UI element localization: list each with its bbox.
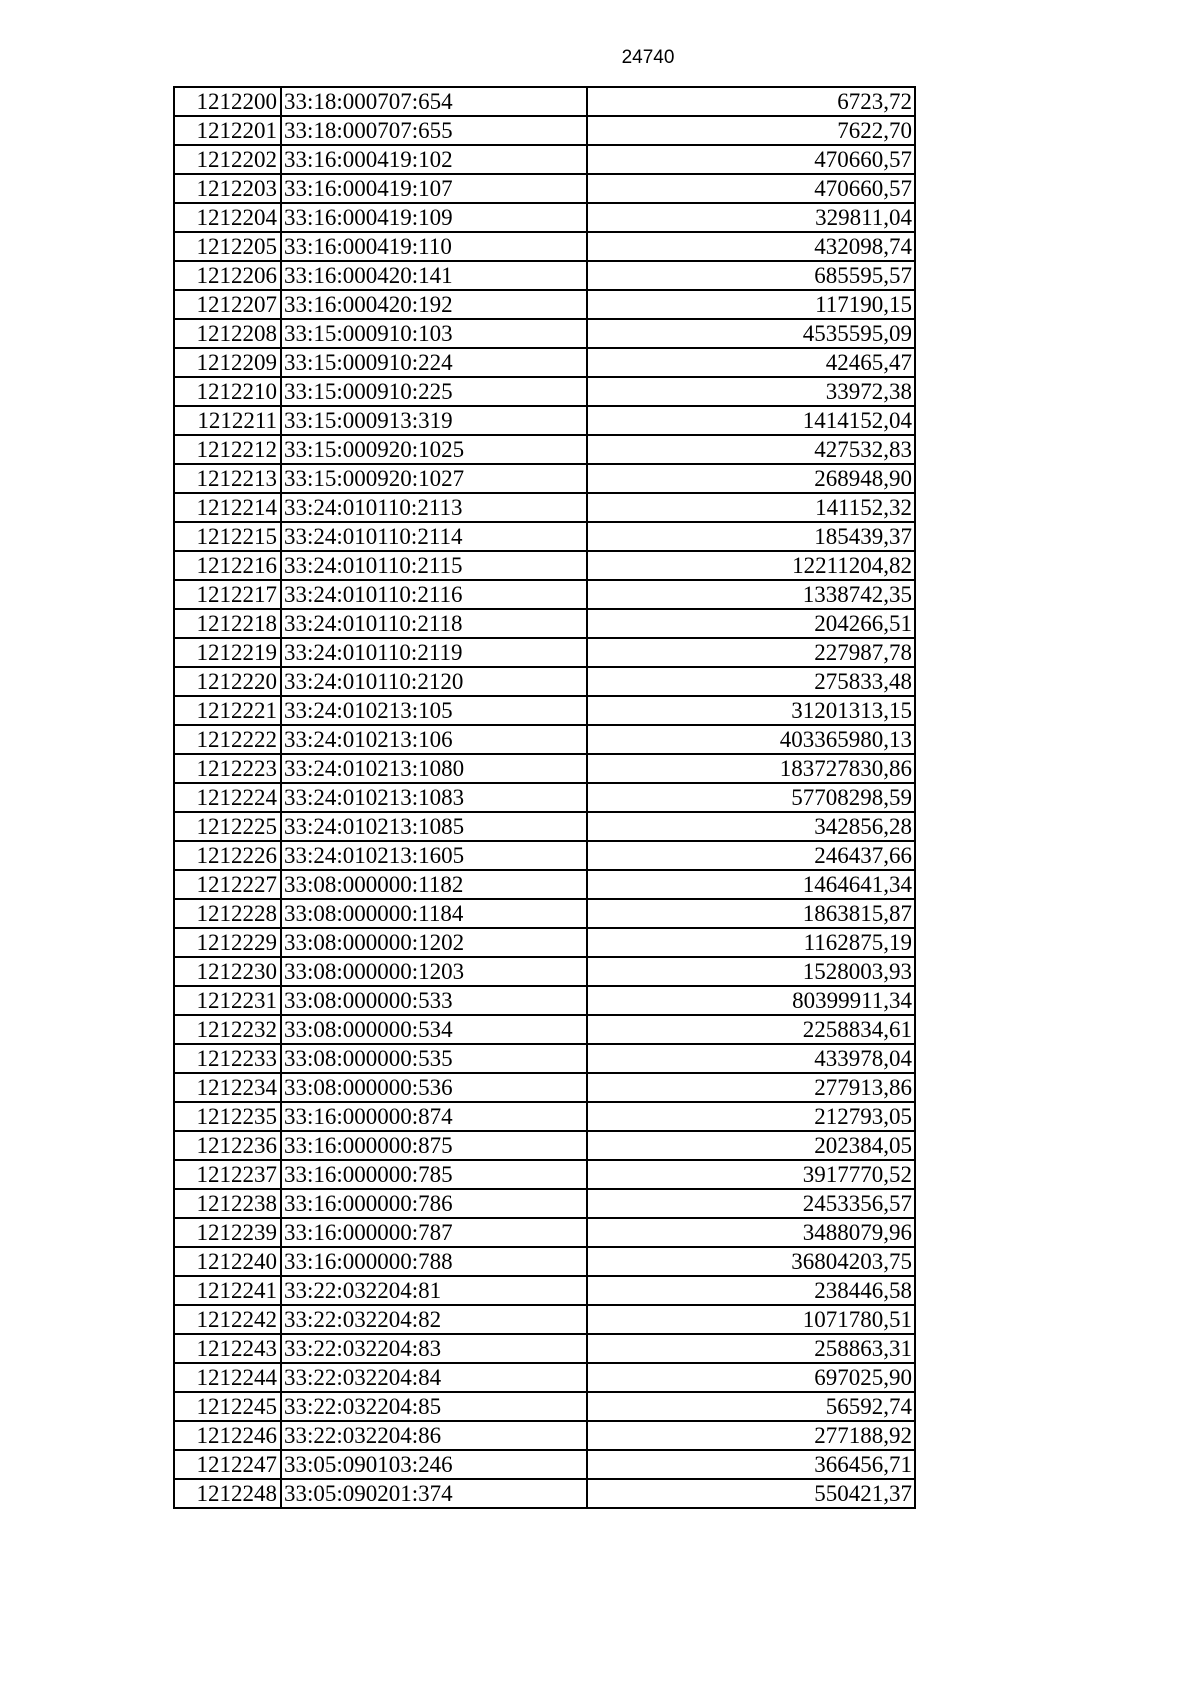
row-id-cell: 1212233 [174, 1044, 281, 1073]
page-number: 24740 [621, 47, 675, 68]
row-id-cell: 1212204 [174, 203, 281, 232]
cadastral-number-cell: 33:22:032204:84 [281, 1363, 587, 1392]
row-id-cell: 1212222 [174, 725, 281, 754]
cadastral-number-cell: 33:16:000419:109 [281, 203, 587, 232]
table-row [174, 1334, 915, 1363]
value-cell: 185439,37 [587, 522, 915, 551]
row-id-cell: 1212215 [174, 522, 281, 551]
value-cell: 1162875,19 [587, 928, 915, 957]
row-id-cell: 1212232 [174, 1015, 281, 1044]
registry-table [173, 86, 916, 1509]
cadastral-number-cell: 33:16:000420:141 [281, 261, 587, 290]
table-row [174, 1102, 915, 1131]
cadastral-number-cell: 33:08:000000:533 [281, 986, 587, 1015]
row-id-cell: 1212243 [174, 1334, 281, 1363]
cadastral-number-cell: 33:18:000707:654 [281, 87, 587, 116]
value-cell: 2453356,57 [587, 1189, 915, 1218]
cadastral-number-cell: 33:22:032204:86 [281, 1421, 587, 1450]
value-cell: 227987,78 [587, 638, 915, 667]
table-row [174, 1131, 915, 1160]
row-id-cell: 1212228 [174, 899, 281, 928]
cadastral-number-cell: 33:16:000420:192 [281, 290, 587, 319]
table-row [174, 928, 915, 957]
cadastral-number-cell: 33:24:010110:2119 [281, 638, 587, 667]
row-id-cell: 1212208 [174, 319, 281, 348]
cadastral-number-cell: 33:24:010213:105 [281, 696, 587, 725]
table-row [174, 609, 915, 638]
cadastral-number-cell: 33:08:000000:534 [281, 1015, 587, 1044]
table-row [174, 1276, 915, 1305]
value-cell: 1338742,35 [587, 580, 915, 609]
row-id-cell: 1212218 [174, 609, 281, 638]
table-row [174, 1189, 915, 1218]
table-row [174, 580, 915, 609]
table-row [174, 841, 915, 870]
cadastral-number-cell: 33:24:010213:1085 [281, 812, 587, 841]
cadastral-number-cell: 33:16:000419:110 [281, 232, 587, 261]
cadastral-number-cell: 33:08:000000:1202 [281, 928, 587, 957]
cadastral-number-cell: 33:15:000910:103 [281, 319, 587, 348]
value-cell: 238446,58 [587, 1276, 915, 1305]
table-row [174, 174, 915, 203]
value-cell: 246437,66 [587, 841, 915, 870]
cadastral-number-cell: 33:24:010213:1083 [281, 783, 587, 812]
table-row [174, 725, 915, 754]
row-id-cell: 1212206 [174, 261, 281, 290]
table-row [174, 435, 915, 464]
table-row [174, 493, 915, 522]
table-row [174, 261, 915, 290]
table-row [174, 812, 915, 841]
row-id-cell: 1212224 [174, 783, 281, 812]
table-row [174, 957, 915, 986]
row-id-cell: 1212205 [174, 232, 281, 261]
table-row [174, 1073, 915, 1102]
cadastral-number-cell: 33:05:090201:374 [281, 1479, 587, 1508]
value-cell: 1071780,51 [587, 1305, 915, 1334]
cadastral-number-cell: 33:16:000000:874 [281, 1102, 587, 1131]
cadastral-number-cell: 33:16:000000:875 [281, 1131, 587, 1160]
value-cell: 212793,05 [587, 1102, 915, 1131]
cadastral-number-cell: 33:24:010213:1080 [281, 754, 587, 783]
table-row [174, 522, 915, 551]
table-row [174, 203, 915, 232]
value-cell: 470660,57 [587, 174, 915, 203]
value-cell: 2258834,61 [587, 1015, 915, 1044]
table-row [174, 348, 915, 377]
value-cell: 202384,05 [587, 1131, 915, 1160]
table-row [174, 1160, 915, 1189]
row-id-cell: 1212221 [174, 696, 281, 725]
value-cell: 470660,57 [587, 145, 915, 174]
value-cell: 329811,04 [587, 203, 915, 232]
row-id-cell: 1212235 [174, 1102, 281, 1131]
cadastral-number-cell: 33:24:010110:2115 [281, 551, 587, 580]
cadastral-number-cell: 33:08:000000:535 [281, 1044, 587, 1073]
cadastral-number-cell: 33:16:000000:788 [281, 1247, 587, 1276]
row-id-cell: 1212202 [174, 145, 281, 174]
row-id-cell: 1212245 [174, 1392, 281, 1421]
value-cell: 403365980,13 [587, 725, 915, 754]
table-row [174, 1015, 915, 1044]
row-id-cell: 1212217 [174, 580, 281, 609]
row-id-cell: 1212241 [174, 1276, 281, 1305]
value-cell: 36804203,75 [587, 1247, 915, 1276]
row-id-cell: 1212244 [174, 1363, 281, 1392]
value-cell: 342856,28 [587, 812, 915, 841]
value-cell: 366456,71 [587, 1450, 915, 1479]
value-cell: 275833,48 [587, 667, 915, 696]
cadastral-number-cell: 33:22:032204:82 [281, 1305, 587, 1334]
row-id-cell: 1212240 [174, 1247, 281, 1276]
value-cell: 6723,72 [587, 87, 915, 116]
table-row [174, 377, 915, 406]
value-cell: 1528003,93 [587, 957, 915, 986]
cadastral-number-cell: 33:05:090103:246 [281, 1450, 587, 1479]
table-row [174, 1392, 915, 1421]
value-cell: 433978,04 [587, 1044, 915, 1073]
table-row [174, 1247, 915, 1276]
value-cell: 141152,32 [587, 493, 915, 522]
row-id-cell: 1212227 [174, 870, 281, 899]
cadastral-number-cell: 33:16:000000:785 [281, 1160, 587, 1189]
table-row [174, 1044, 915, 1073]
cadastral-number-cell: 33:08:000000:1182 [281, 870, 587, 899]
row-id-cell: 1212219 [174, 638, 281, 667]
cadastral-number-cell: 33:15:000920:1027 [281, 464, 587, 493]
value-cell: 550421,37 [587, 1479, 915, 1508]
cadastral-number-cell: 33:22:032204:83 [281, 1334, 587, 1363]
value-cell: 4535595,09 [587, 319, 915, 348]
row-id-cell: 1212201 [174, 116, 281, 145]
row-id-cell: 1212226 [174, 841, 281, 870]
table-row [174, 145, 915, 174]
row-id-cell: 1212210 [174, 377, 281, 406]
table-row [174, 638, 915, 667]
table-row [174, 1363, 915, 1392]
cadastral-number-cell: 33:22:032204:81 [281, 1276, 587, 1305]
value-cell: 432098,74 [587, 232, 915, 261]
table-row [174, 667, 915, 696]
cadastral-number-cell: 33:16:000000:787 [281, 1218, 587, 1247]
cadastral-number-cell: 33:24:010110:2118 [281, 609, 587, 638]
row-id-cell: 1212223 [174, 754, 281, 783]
value-cell: 12211204,82 [587, 551, 915, 580]
table-row [174, 1479, 915, 1508]
table-row [174, 551, 915, 580]
cadastral-number-cell: 33:08:000000:1184 [281, 899, 587, 928]
cadastral-number-cell: 33:24:010110:2113 [281, 493, 587, 522]
table-row [174, 899, 915, 928]
cadastral-number-cell: 33:24:010213:1605 [281, 841, 587, 870]
table-row [174, 290, 915, 319]
cadastral-number-cell: 33:22:032204:85 [281, 1392, 587, 1421]
cadastral-number-cell: 33:15:000920:1025 [281, 435, 587, 464]
value-cell: 33972,38 [587, 377, 915, 406]
value-cell: 277913,86 [587, 1073, 915, 1102]
row-id-cell: 1212220 [174, 667, 281, 696]
cadastral-number-cell: 33:16:000000:786 [281, 1189, 587, 1218]
value-cell: 42465,47 [587, 348, 915, 377]
cadastral-number-cell: 33:15:000910:225 [281, 377, 587, 406]
value-cell: 1863815,87 [587, 899, 915, 928]
row-id-cell: 1212203 [174, 174, 281, 203]
table-row [174, 319, 915, 348]
row-id-cell: 1212200 [174, 87, 281, 116]
row-id-cell: 1212230 [174, 957, 281, 986]
value-cell: 183727830,86 [587, 754, 915, 783]
value-cell: 3917770,52 [587, 1160, 915, 1189]
registry-table-container [173, 86, 916, 1509]
table-row [174, 116, 915, 145]
value-cell: 57708298,59 [587, 783, 915, 812]
value-cell: 685595,57 [587, 261, 915, 290]
row-id-cell: 1212248 [174, 1479, 281, 1508]
registry-table-body [174, 87, 915, 1508]
value-cell: 1464641,34 [587, 870, 915, 899]
value-cell: 1414152,04 [587, 406, 915, 435]
row-id-cell: 1212238 [174, 1189, 281, 1218]
table-row [174, 696, 915, 725]
row-id-cell: 1212211 [174, 406, 281, 435]
value-cell: 3488079,96 [587, 1218, 915, 1247]
cadastral-number-cell: 33:24:010110:2120 [281, 667, 587, 696]
value-cell: 117190,15 [587, 290, 915, 319]
table-row [174, 783, 915, 812]
value-cell: 427532,83 [587, 435, 915, 464]
row-id-cell: 1212231 [174, 986, 281, 1015]
cadastral-number-cell: 33:18:000707:655 [281, 116, 587, 145]
value-cell: 277188,92 [587, 1421, 915, 1450]
row-id-cell: 1212234 [174, 1073, 281, 1102]
value-cell: 56592,74 [587, 1392, 915, 1421]
table-row [174, 1450, 915, 1479]
cadastral-number-cell: 33:16:000419:102 [281, 145, 587, 174]
value-cell: 268948,90 [587, 464, 915, 493]
row-id-cell: 1212209 [174, 348, 281, 377]
value-cell: 7622,70 [587, 116, 915, 145]
table-row [174, 406, 915, 435]
table-row [174, 1421, 915, 1450]
table-row [174, 986, 915, 1015]
value-cell: 258863,31 [587, 1334, 915, 1363]
cadastral-number-cell: 33:08:000000:536 [281, 1073, 587, 1102]
table-row [174, 464, 915, 493]
row-id-cell: 1212207 [174, 290, 281, 319]
table-row [174, 870, 915, 899]
row-id-cell: 1212216 [174, 551, 281, 580]
value-cell: 31201313,15 [587, 696, 915, 725]
row-id-cell: 1212229 [174, 928, 281, 957]
cadastral-number-cell: 33:16:000419:107 [281, 174, 587, 203]
cadastral-number-cell: 33:15:000910:224 [281, 348, 587, 377]
cadastral-number-cell: 33:24:010110:2116 [281, 580, 587, 609]
value-cell: 80399911,34 [587, 986, 915, 1015]
table-row [174, 1305, 915, 1334]
row-id-cell: 1212213 [174, 464, 281, 493]
cadastral-number-cell: 33:15:000913:319 [281, 406, 587, 435]
row-id-cell: 1212212 [174, 435, 281, 464]
value-cell: 697025,90 [587, 1363, 915, 1392]
row-id-cell: 1212236 [174, 1131, 281, 1160]
table-row [174, 1218, 915, 1247]
row-id-cell: 1212239 [174, 1218, 281, 1247]
cadastral-number-cell: 33:24:010213:106 [281, 725, 587, 754]
table-row [174, 754, 915, 783]
table-row [174, 87, 915, 116]
row-id-cell: 1212214 [174, 493, 281, 522]
value-cell: 204266,51 [587, 609, 915, 638]
table-row [174, 232, 915, 261]
row-id-cell: 1212247 [174, 1450, 281, 1479]
cadastral-number-cell: 33:08:000000:1203 [281, 957, 587, 986]
row-id-cell: 1212246 [174, 1421, 281, 1450]
row-id-cell: 1212237 [174, 1160, 281, 1189]
row-id-cell: 1212242 [174, 1305, 281, 1334]
row-id-cell: 1212225 [174, 812, 281, 841]
cadastral-number-cell: 33:24:010110:2114 [281, 522, 587, 551]
